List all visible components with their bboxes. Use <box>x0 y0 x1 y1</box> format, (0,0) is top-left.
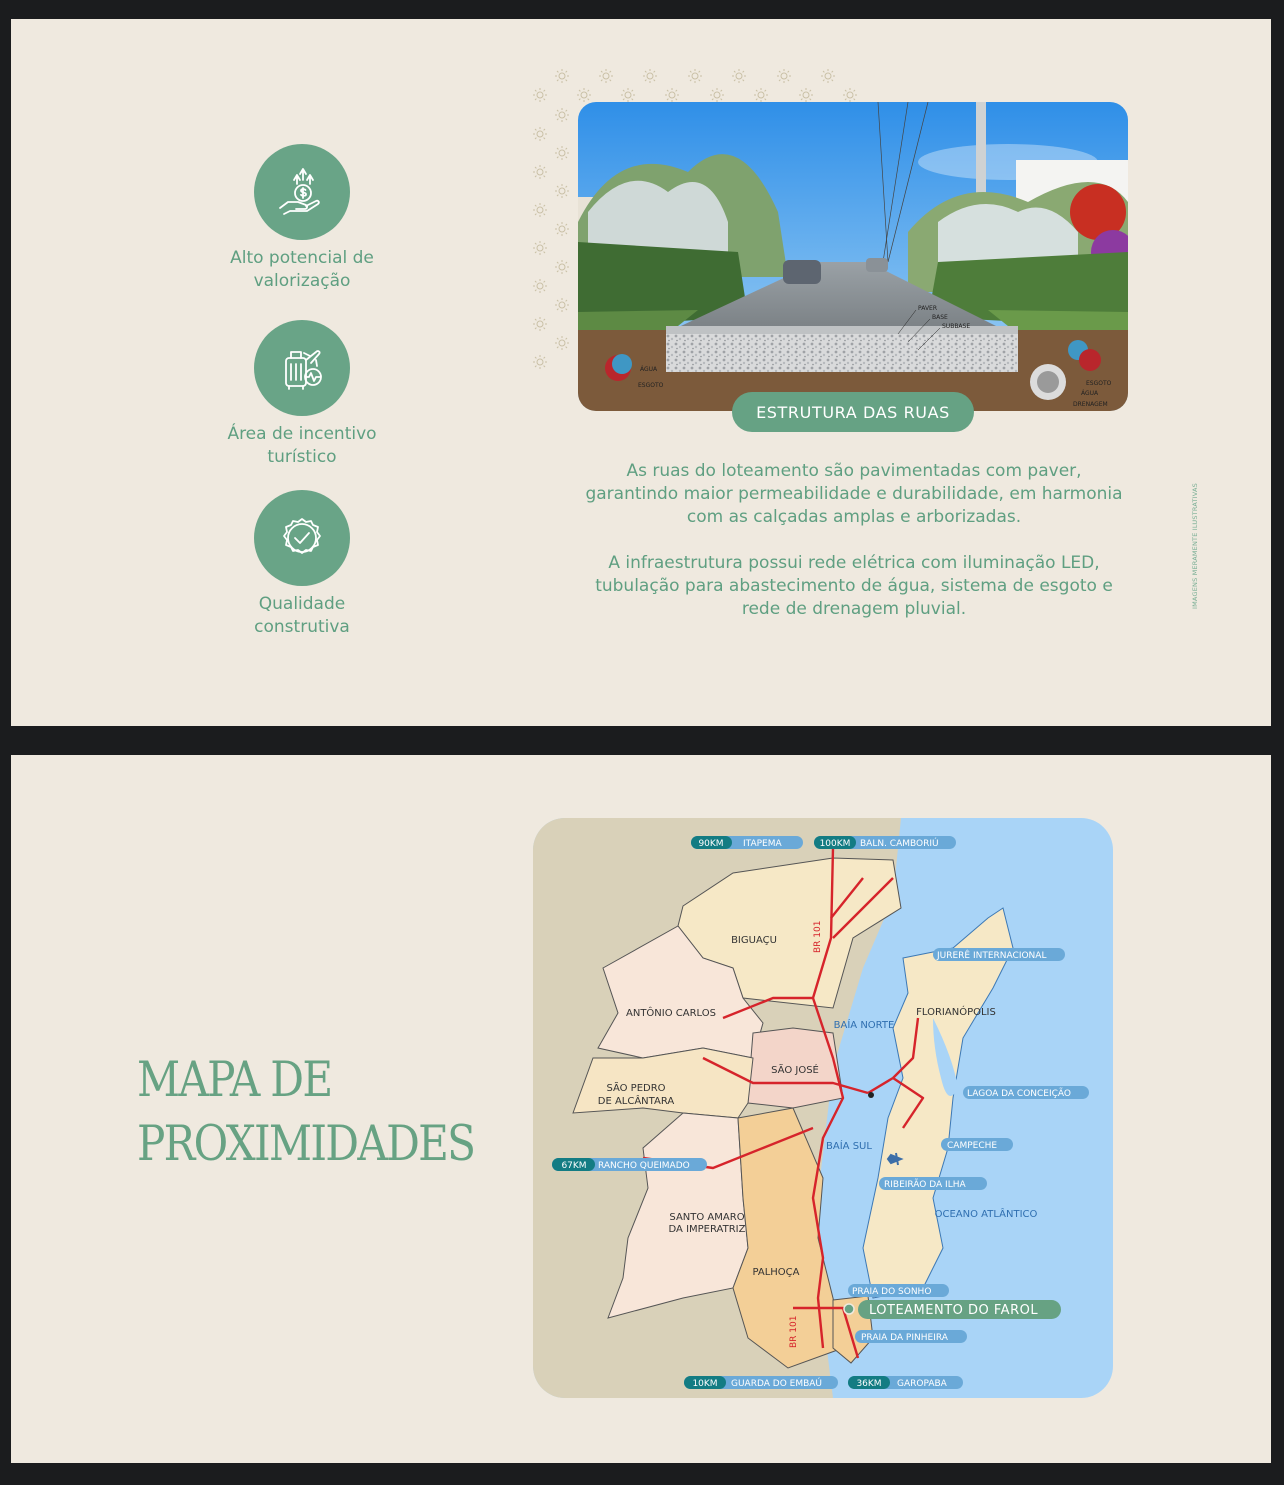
pipe-label-agua-right: ÁGUA <box>1081 390 1099 397</box>
street-structure-caption: ESTRUTURA DAS RUAS <box>732 392 974 432</box>
svg-text:LOTEAMENTO DO FAROL: LOTEAMENTO DO FAROL <box>869 1303 1039 1318</box>
road-label-br101-south: BR 101 <box>789 1315 799 1348</box>
layer-label-paver: PAVER <box>918 305 938 312</box>
region-sao-jose: SÃO JOSÉ <box>771 1065 819 1076</box>
region-palhoca: PALHOÇA <box>752 1267 800 1278</box>
svg-text:BALN. CAMBORIÚ: BALN. CAMBORIÚ <box>860 839 939 849</box>
pipe-label-esgoto-right: ESGOTO <box>1086 380 1112 387</box>
distance-tag-guarda-embau <box>684 1376 838 1389</box>
feature-label-valorizacao: Alto potencial de valorização <box>230 248 374 291</box>
region-antonio-carlos: ANTÔNIO CARLOS <box>626 1008 716 1019</box>
label-baia-norte: BAÍA NORTE <box>833 1020 895 1031</box>
svg-text:GUARDA DO EMBAÚ: GUARDA DO EMBAÚ <box>731 1379 823 1389</box>
feature-label-turismo: Área de incentivo turístico <box>227 424 377 467</box>
place-tag-jurere: JURERÊ INTERNACIONAL <box>937 951 1047 961</box>
feature-valorizacao <box>192 144 412 293</box>
title-line-1: MAPA DE <box>137 1051 332 1108</box>
quality-seal-check-icon <box>254 490 350 586</box>
proximity-map <box>533 818 1113 1398</box>
paragraph-infrastructure: A infraestrutura possui rede elétrica com iluminação LED, tubulação para abastecimento de água, sistema de esgoto e rede de drenagem pluvial. <box>595 553 1113 619</box>
place-tag-praia-sonho: PRAIA DO SONHO <box>852 1287 932 1297</box>
place-tag-lagoa: LAGOA DA CONCEIÇÃO <box>967 1089 1072 1099</box>
highlight-loteamento-do-farol <box>844 1300 1061 1319</box>
pipe-label-esgoto-left: ESGOTO <box>638 382 664 389</box>
paragraph-paving: As ruas do loteamento são pavimentadas com paver, garantindo maior permeabilidade e durabilidade, em harmonia com as calçadas amplas e arborizadas. <box>585 461 1123 527</box>
svg-text:90KM: 90KM <box>698 839 724 849</box>
place-tag-ribeirao: RIBEIRÃO DA ILHA <box>884 1180 966 1190</box>
hand-money-arrows-icon <box>254 144 350 240</box>
svg-text:10KM: 10KM <box>692 1379 718 1389</box>
svg-text:67KM: 67KM <box>561 1161 587 1171</box>
label-oceano: OCEANO ATLÂNTICO <box>934 1209 1038 1220</box>
slide-proximity-map <box>11 755 1271 1463</box>
page-title <box>137 1048 475 1176</box>
region-biguacu: BIGUAÇU <box>731 935 777 946</box>
svg-text:36KM: 36KM <box>856 1379 882 1389</box>
region-sao-pedro-1: SÃO PEDRO <box>606 1083 666 1094</box>
svg-text:100KM: 100KM <box>819 839 851 849</box>
pipe-label-drenagem-right: DRENAGEM <box>1073 401 1108 408</box>
luggage-plane-icon <box>254 320 350 416</box>
title-line-2: PROXIMIDADES <box>137 1115 475 1172</box>
pipe-label-agua-left: ÁGUA <box>640 366 658 373</box>
region-sao-pedro-2: DE ALCÂNTARA <box>597 1096 675 1107</box>
slide-infrastructure <box>11 19 1271 726</box>
place-tag-praia-pinheira: PRAIA DA PINHEIRA <box>861 1333 948 1343</box>
svg-text:RANCHO QUEIMADO: RANCHO QUEIMADO <box>598 1161 690 1171</box>
region-santo-amaro-1: SANTO AMARO <box>669 1212 745 1223</box>
distance-tag-camboriu <box>814 836 956 849</box>
region-santo-amaro-2: DA IMPERATRIZ <box>668 1224 746 1235</box>
illustrative-images-note: IMAGENS MERAMENTE ILUSTRATIVAS <box>1191 483 1199 609</box>
road-label-br101-north: BR 101 <box>813 920 823 953</box>
distance-tag-itapema <box>691 836 803 849</box>
distance-tag-rancho-queimado <box>552 1158 707 1171</box>
layer-label-subbase: SUBBASE <box>942 323 971 330</box>
layer-label-base: BASE <box>932 314 948 321</box>
distance-tag-garopaba <box>848 1376 963 1389</box>
label-baia-sul: BAÍA SUL <box>826 1141 872 1152</box>
region-florianopolis: FLORIANÓPOLIS <box>916 1007 996 1018</box>
feature-label-qualidade: Qualidade construtiva <box>254 594 350 637</box>
feature-qualidade <box>192 490 412 639</box>
place-tag-campeche: CAMPECHE <box>947 1141 998 1151</box>
feature-turismo <box>192 320 412 469</box>
svg-text:GAROPABA: GAROPABA <box>897 1379 947 1389</box>
street-structure-photo <box>578 102 1128 411</box>
svg-text:ITAPEMA: ITAPEMA <box>743 839 782 849</box>
